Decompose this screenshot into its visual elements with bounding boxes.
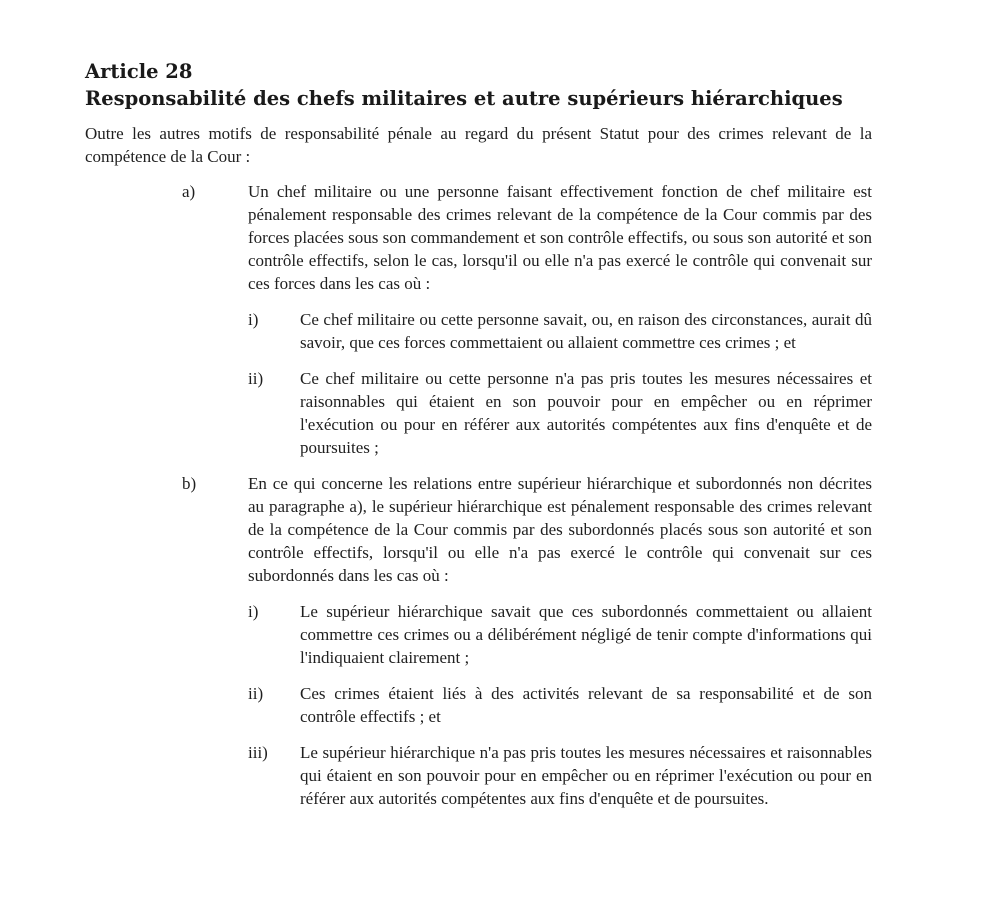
paragraph-a-label: a) [182,182,196,201]
paragraph-a-item-i-label: i) [248,310,259,329]
paragraph-a [85,180,872,295]
document-page [85,58,872,810]
paragraph-b-item-i [85,600,872,669]
article-intro: Outre les autres motifs de responsabilité pénale au regard du présent Statut pour des crimes relevant de la compétence de la Cour : [85,124,872,166]
paragraph-a-item-ii [85,367,872,459]
paragraph-b-text: En ce qui concerne les relations entre supérieur hiérarchique et subordonnés non décrites au paragraphe a), le supérieur hiérarchique est pénalement responsable des crimes relevant de la compétence de la Cour commis par des subordonnés placés sous son autorité et son contrôle effectifs, lorsqu'il ou elle n'a pas exercé le contrôle qui convenait sur ces subordonnés dans les cas où : [248,474,872,585]
paragraph-a-text: Un chef militaire ou une personne faisant effectivement fonction de chef militaire est pénalement responsable des crimes relevant de la compétence de la Cour commis par des forces placées sous son commandement et son contrôle effectifs, ou sous son autorité et son contrôle effectifs, selon le cas, lorsqu'il ou elle n'a pas exercé le contrôle qui convenait sur ces forces dans les cas où : [248,182,872,293]
article-number: Article 28 [85,60,193,83]
paragraph-b [85,472,872,587]
paragraph-b-item-ii [85,682,872,728]
paragraph-b-item-i-text: Le supérieur hiérarchique savait que ces subordonnés commettaient ou allaient commettre ces crimes ou a délibérément négligé de tenir compte d'informations qui l'indiquaient clairement ; [300,602,872,667]
paragraph-b-item-ii-label: ii) [248,684,264,703]
article-title: Responsabilité des chefs militaires et autre supérieurs hiérarchiques [85,87,843,110]
paragraph-a-item-i [85,308,872,354]
paragraph-b-item-iii-label: iii) [248,743,268,762]
paragraph-b-item-iii [85,741,872,810]
paragraph-b-label: b) [182,474,197,493]
paragraph-a-item-i-text: Ce chef militaire ou cette personne savait, ou, en raison des circonstances, aurait dû savoir, que ces forces commettaient ou allaient commettre ces crimes ; et [300,310,872,352]
paragraph-a-item-ii-text: Ce chef militaire ou cette personne n'a pas pris toutes les mesures nécessaires et raisonnables qui étaient en son pouvoir pour en empêcher ou en réprimer l'exécution ou pour en référer aux autorités compétentes aux fins d'enquête et de poursuites ; [300,369,872,457]
paragraph-b-item-i-label: i) [248,602,259,621]
paragraph-b-item-ii-text: Ces crimes étaient liés à des activités relevant de sa responsabilité et de son contrôle effectifs ; et [300,684,872,726]
paragraph-a-item-ii-label: ii) [248,369,264,388]
paragraph-b-item-iii-text: Le supérieur hiérarchique n'a pas pris toutes les mesures nécessaires et raisonnables qui étaient en son pouvoir pour en empêcher ou en réprimer l'exécution ou pour en référer aux autorités compétentes aux fins d'enquête et de poursuites. [300,743,872,808]
